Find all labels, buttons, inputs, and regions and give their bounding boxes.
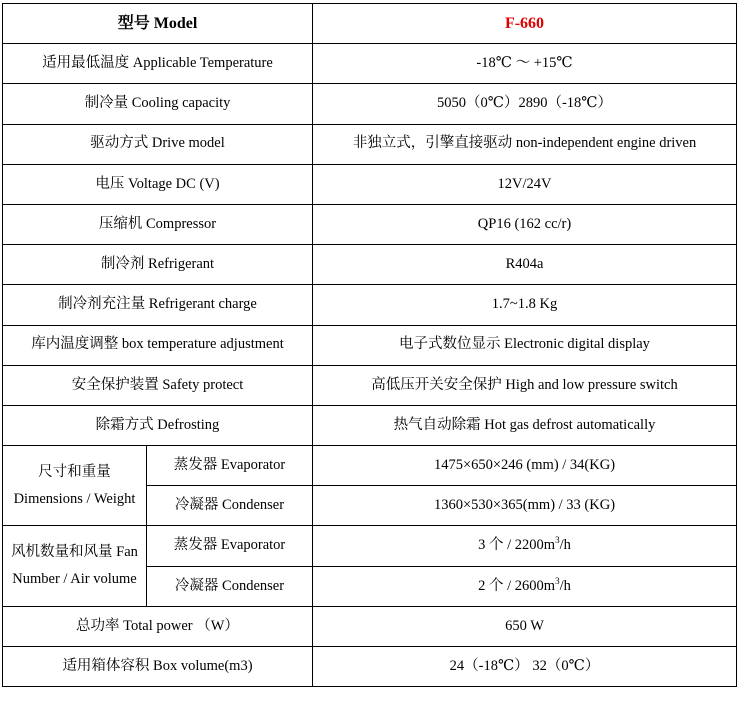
row-label: 适用箱体容积 Box volume(m3) <box>3 647 313 687</box>
fans-evaporator-value <box>313 526 737 566</box>
table-row <box>3 365 737 405</box>
row-label: 制冷剂充注量 Refrigerant charge <box>3 285 313 325</box>
model-value: F-660 <box>313 4 737 44</box>
dimensions-evaporator-label: 蒸发器 Evaporator <box>147 446 313 486</box>
table-row <box>3 204 737 244</box>
row-label: 电压 Voltage DC (V) <box>3 164 313 204</box>
fans-row-evaporator <box>3 526 737 566</box>
row-value: 1.7~1.8 Kg <box>313 285 737 325</box>
row-label: 安全保护装置 Safety protect <box>3 365 313 405</box>
header-row <box>3 4 737 44</box>
dimensions-condenser-value: 1360×530×365(mm) / 33 (KG) <box>313 486 737 526</box>
row-value: 650 W <box>313 606 737 646</box>
fans-label: 风机数量和风量 Fan Number / Air volume <box>3 526 147 606</box>
fans-evaporator-value-sup: 3 <box>555 535 560 546</box>
fans-condenser-value-sup: 3 <box>555 575 560 586</box>
row-label: 制冷量 Cooling capacity <box>3 84 313 124</box>
row-value: 高低压开关安全保护 High and low pressure switch <box>313 365 737 405</box>
row-value: 热气自动除霜 Hot gas defrost automatically <box>313 405 737 445</box>
dimensions-condenser-label: 冷凝器 Condenser <box>147 486 313 526</box>
fans-condenser-value <box>313 566 737 606</box>
fans-condenser-value-prefix: 2 个 / 2600m <box>478 577 556 594</box>
table-row <box>3 325 737 365</box>
fans-evaporator-value-prefix: 3 个 / 2200m <box>478 537 556 554</box>
table-row <box>3 285 737 325</box>
row-label: 库内温度调整 box temperature adjustment <box>3 325 313 365</box>
row-label: 除霜方式 Defrosting <box>3 405 313 445</box>
row-value: R404a <box>313 245 737 285</box>
row-value: 电子式数位显示 Electronic digital display <box>313 325 737 365</box>
row-label: 压缩机 Compressor <box>3 204 313 244</box>
table-row <box>3 84 737 124</box>
table-row <box>3 647 737 687</box>
table-row <box>3 124 737 164</box>
table-row <box>3 44 737 84</box>
row-label: 制冷剂 Refrigerant <box>3 245 313 285</box>
row-label: 总功率 Total power （W） <box>3 606 313 646</box>
row-value: QP16 (162 cc/r) <box>313 204 737 244</box>
dimensions-label: 尺寸和重量 Dimensions / Weight <box>3 446 147 526</box>
fans-condenser-label: 冷凝器 Condenser <box>147 566 313 606</box>
table-row <box>3 245 737 285</box>
row-label: 驱动方式 Drive model <box>3 124 313 164</box>
table-row <box>3 606 737 646</box>
table-row <box>3 405 737 445</box>
model-label: 型号 Model <box>3 4 313 44</box>
row-value: 24（-18℃） 32（0℃） <box>313 647 737 687</box>
fans-evaporator-value-suffix: /h <box>559 537 571 554</box>
row-value: 12V/24V <box>313 164 737 204</box>
row-value: 5050（0℃）2890（-18℃） <box>313 84 737 124</box>
spec-table <box>2 3 737 687</box>
row-value: 非独立式，引擎直接驱动 non-independent engine driven <box>313 124 737 164</box>
row-label: 适用最低温度 Applicable Temperature <box>3 44 313 84</box>
fans-condenser-value-suffix: /h <box>559 577 571 594</box>
dimensions-row-evaporator <box>3 446 737 486</box>
row-value: -18℃ ～ +15℃ <box>313 44 737 84</box>
fans-evaporator-label: 蒸发器 Evaporator <box>147 526 313 566</box>
table-row <box>3 164 737 204</box>
dimensions-evaporator-value: 1475×650×246 (mm) / 34(KG) <box>313 446 737 486</box>
